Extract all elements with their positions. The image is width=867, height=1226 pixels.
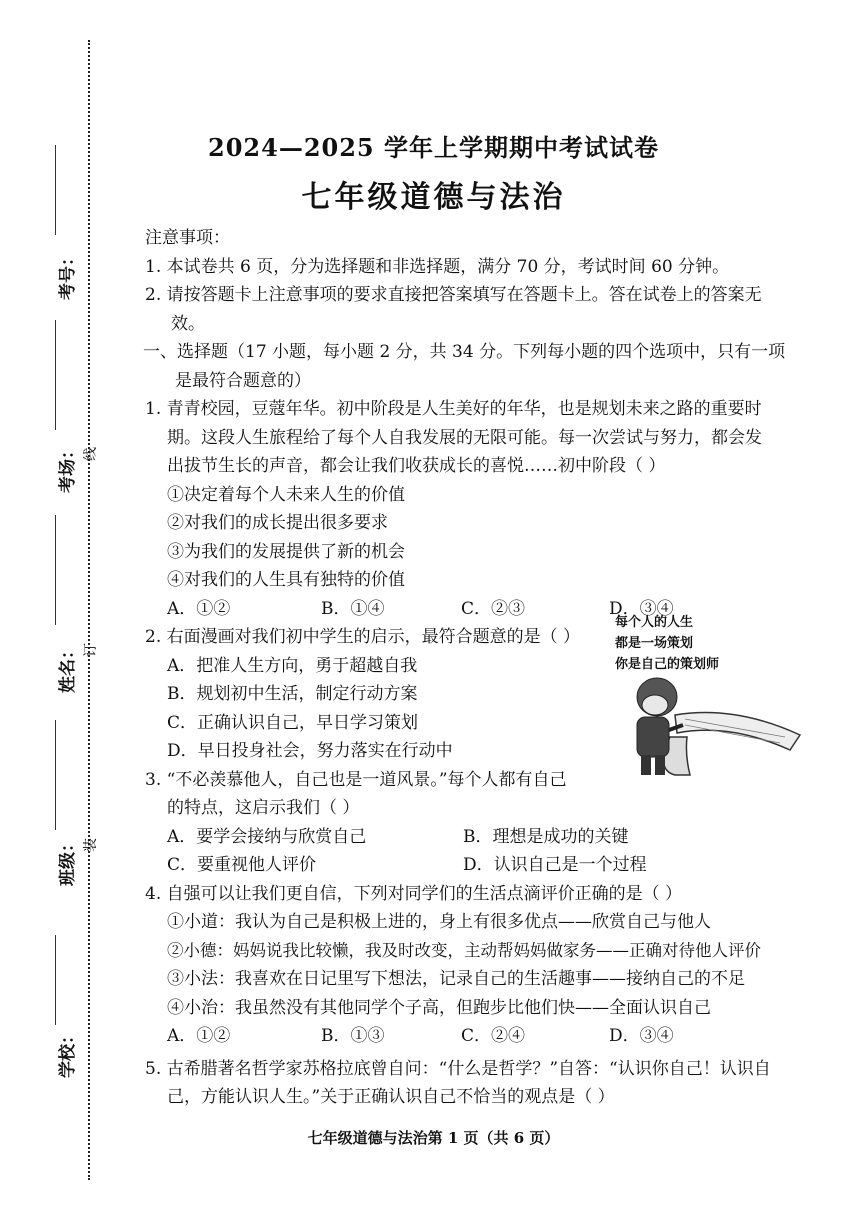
question-4-item: ④小治：我虽然没有其他同学个子高，但跑步比他们快——全面认识自己: [167, 997, 711, 1018]
question-3-stem: 3. “不必羡慕他人，自己也是一道风景。”每个人都有自己: [145, 769, 567, 790]
question-2-option: C．正确认识自己，早日学习策划: [167, 712, 419, 733]
option-d: D．③④: [609, 1026, 674, 1046]
section-heading-continued: 是最符合题意的）: [175, 370, 311, 391]
question-1-stem: 出拔节生长的声音，都会让我们收获成长的喜悦……初中阶段（ ）: [167, 456, 666, 476]
school-label: 学校：: [58, 1027, 78, 1078]
question-2-cartoon: [615, 612, 815, 782]
note-item-continued: 效。: [171, 313, 205, 334]
option-b: B．①③: [321, 1026, 385, 1046]
question-3-options-row: [145, 851, 810, 880]
question-2-stem: 2. 右面漫画对我们初中学生的启示，最符合题意的是（ ）: [145, 627, 581, 647]
question-3-stem: 的特点，这启示我们（ ）: [167, 798, 360, 818]
question-1-item: ③为我们的发展提供了新的机会: [167, 541, 405, 562]
question-5-stem: 5. 古希腊著名哲学家苏格拉底曾自问：“什么是哲学？”自答：“认识你自己！认识自: [145, 1058, 771, 1079]
question-3-options-row: [145, 823, 810, 852]
option-a: A．要学会接纳与欣赏自己: [167, 826, 367, 847]
cartoon-illustration: [615, 675, 815, 780]
name-blank: [55, 515, 56, 625]
note-item: 1. 本试卷共 6 页，分为选择题和非选择题，满分 70 分，考试时间 60 分钟。: [145, 256, 730, 277]
school-blank: [55, 935, 56, 1025]
question-2-option: A．把准人生方向，勇于超越自我: [167, 655, 418, 676]
option-d: D．③④: [609, 598, 674, 619]
subject-title: 七年级道德与法治: [301, 180, 566, 215]
question-4-options: [145, 1022, 810, 1051]
question-4-item: ③小法：我喜欢在日记里写下想法，记录自己的生活趣事——接纳自己的不足: [167, 969, 745, 989]
binding-order-char: 订: [83, 643, 99, 657]
question-4-item: ②小德：妈妈说我比较懒，我及时改变，主动帮妈妈做家务——正确对待他人评价: [167, 940, 761, 960]
question-5-stem: 己，方能认识人生。”关于正确认识自己不恰当的观点是（ ）: [167, 1087, 615, 1107]
exam-number-label: 考号：: [58, 249, 78, 300]
page-footer: 七年级道德与法治第 1 页（共 6 页）: [307, 1129, 560, 1147]
class-label: 班级：: [58, 835, 78, 886]
cartoon-caption: 每个人的人生 都是一场策划 你是自己的策划师: [615, 615, 720, 672]
note-item: 2. 请按答题卡上注意事项的要求直接把答案填写在答题卡上。答在试卷上的答案无: [145, 285, 762, 305]
exam-room-label: 考场：: [58, 442, 78, 493]
question-2-option: B．规划初中生活，制定行动方案: [167, 684, 418, 704]
question-2-option: D．早日投身社会，努力落实在行动中: [167, 741, 453, 761]
binding-line-char: 线: [83, 447, 99, 461]
class-blank: [55, 720, 56, 830]
question-1-item: ②对我们的成长提出很多要求: [167, 513, 388, 533]
option-c: C．②③: [461, 598, 526, 619]
option-b: B．理想是成功的关键: [463, 826, 629, 847]
option-d: D．认识自己是一个过程: [463, 855, 647, 875]
question-1-stem: 期。这段人生旅程给了每个人自我发展的无限可能。每一次尝试与努力，都会发: [167, 427, 762, 448]
question-1-item: ④对我们的人生具有独特的价值: [167, 570, 405, 590]
question-1-item: ①决定着每个人未来人生的价值: [167, 484, 405, 505]
exam-room-blank: [55, 320, 56, 430]
question-1-stem: 1. 青青校园，豆蔻年华。初中阶段是人生美好的年华，也是规划未来之路的重要时: [145, 399, 762, 419]
option-c: C．要重视他人评价: [167, 855, 317, 875]
option-c: C．②④: [461, 1026, 526, 1046]
option-a: A．①②: [167, 1026, 231, 1046]
section-heading: 一、选择题（17 小题，每小题 2 分，共 34 分。下列每小题的四个选项中，只有一项: [143, 342, 786, 362]
notes-heading: 注意事项：: [145, 228, 230, 248]
exam-title: 2024—2025 学年上学期期中考试试卷: [208, 133, 659, 162]
binding-install-char: 装: [83, 838, 99, 852]
name-label: 姓名：: [58, 642, 78, 693]
option-b: B．①④: [321, 598, 385, 619]
question-4-stem: 4. 自强可以让我们更自信，下列对同学们的生活点滴评价正确的是（ ）: [145, 883, 683, 904]
question-4-item: ①小道：我认为自己是积极上进的，身上有很多优点——欣赏自己与他人: [167, 912, 711, 932]
option-a: A．①②: [167, 598, 231, 619]
